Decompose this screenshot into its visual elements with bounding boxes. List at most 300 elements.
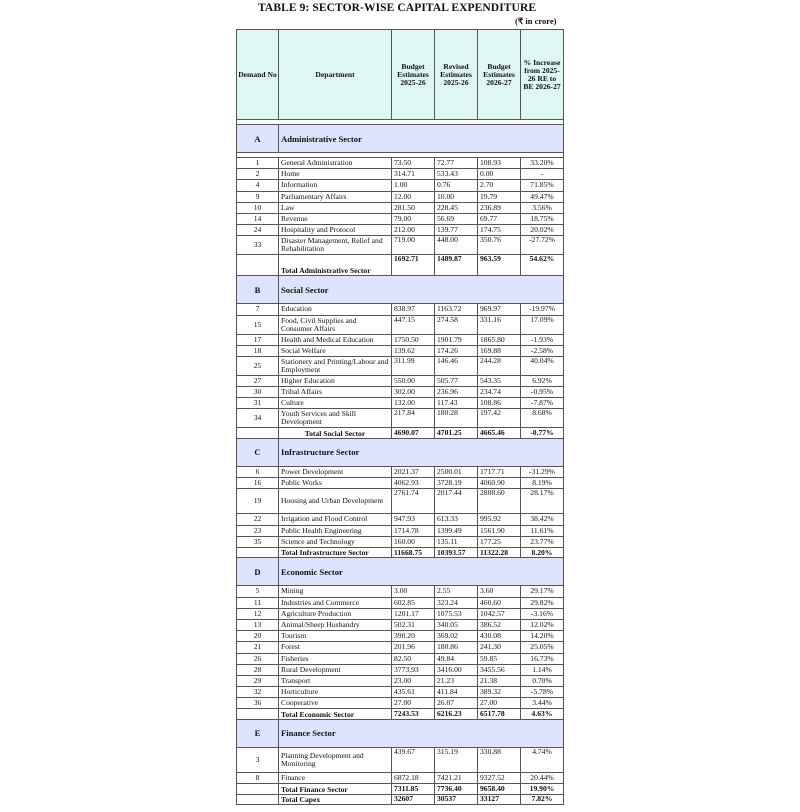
sector-header-social xyxy=(237,276,564,304)
pct-increase: 3.44% xyxy=(521,698,564,709)
sector-name: Finance Sector xyxy=(279,719,564,747)
re-2025-26: 236.96 xyxy=(435,387,478,398)
total-be-2026-27: 6517.78 xyxy=(478,709,521,720)
total-pct-increase: 4.63% xyxy=(521,709,564,720)
pct-increase: 49.47% xyxy=(521,191,564,202)
total-pct-increase: 8.20% xyxy=(521,547,564,558)
be-2025-26: 435.61 xyxy=(392,687,435,698)
department-name: Disaster Management, Relief and Rehabilitation xyxy=(279,236,392,255)
be-2026-27: 543.35 xyxy=(478,375,521,386)
demand-no: 8 xyxy=(237,772,279,783)
be-2026-27: 21.38 xyxy=(478,675,521,686)
department-name: Forest xyxy=(279,642,392,653)
be-2025-26: 4062.93 xyxy=(392,478,435,489)
be-2025-26: 2021.37 xyxy=(392,466,435,477)
unit-label: (₹ in crore) xyxy=(515,16,557,26)
table-row xyxy=(237,597,564,608)
pct-increase: 40.04% xyxy=(521,356,564,375)
sector-header-economic xyxy=(237,558,564,586)
pct-increase: 29.17% xyxy=(521,586,564,597)
demand-no: 33 xyxy=(237,236,279,255)
department-name: Agriculture Production xyxy=(279,608,392,619)
demand-no: 36 xyxy=(237,698,279,709)
re-2025-26: 26.07 xyxy=(435,698,478,709)
total-be-2026-27: 9658.40 xyxy=(478,784,521,795)
table-row xyxy=(237,398,564,409)
demand-no: 17 xyxy=(237,334,279,345)
re-2025-26: 1399.49 xyxy=(435,525,478,536)
re-2025-26: 1075.53 xyxy=(435,608,478,619)
re-2025-26: 135.11 xyxy=(435,536,478,547)
table-row xyxy=(237,489,564,514)
sector-letter: B xyxy=(237,276,279,304)
total-pct-increase: -0.77% xyxy=(521,428,564,439)
pct-increase: 18.75% xyxy=(521,213,564,224)
re-2025-26: 228.45 xyxy=(435,202,478,213)
sector-header-administrative xyxy=(237,125,564,153)
pct-increase: 6.92% xyxy=(521,375,564,386)
table-row xyxy=(237,478,564,489)
table-row xyxy=(237,158,564,169)
grand-total-row xyxy=(237,794,564,805)
table-row xyxy=(237,225,564,236)
re-2025-26: 56.69 xyxy=(435,213,478,224)
table-row xyxy=(237,409,564,428)
re-2025-26: 274.58 xyxy=(435,315,478,334)
department-name: Tribal Affairs xyxy=(279,387,392,398)
re-2025-26: 315.19 xyxy=(435,747,478,772)
demand-no: 10 xyxy=(237,202,279,213)
department-name: Higher Education xyxy=(279,375,392,386)
be-2026-27: 389.32 xyxy=(478,687,521,698)
department-name: Law xyxy=(279,202,392,213)
table-row xyxy=(237,169,564,180)
pct-increase: 1.14% xyxy=(521,664,564,675)
total-row-finance xyxy=(237,784,564,795)
sector-letter: D xyxy=(237,558,279,586)
table-row xyxy=(237,375,564,386)
demand-no: 11 xyxy=(237,597,279,608)
grand-total-be-2025-26: 32607 xyxy=(392,794,435,805)
demand-no: 30 xyxy=(237,387,279,398)
be-2025-26: 314.71 xyxy=(392,169,435,180)
department-name: Food, Civil Supplies and Consumer Affairs xyxy=(279,315,392,334)
be-2025-26: 3.00 xyxy=(392,586,435,597)
department-name: Horticulture xyxy=(279,687,392,698)
demand-no: 32 xyxy=(237,687,279,698)
total-be-2025-26: 7243.53 xyxy=(392,709,435,720)
pct-increase: 20.02% xyxy=(521,225,564,236)
table-row xyxy=(237,466,564,477)
total-be-2026-27: 11322.28 xyxy=(478,547,521,558)
department-name: Education xyxy=(279,304,392,315)
sector-header-finance xyxy=(237,719,564,747)
sector-letter: C xyxy=(237,438,279,466)
header-be-2026-27: Budget Estimates 2026-27 xyxy=(478,30,521,120)
pct-increase: 33.20% xyxy=(521,158,564,169)
table-row xyxy=(237,772,564,783)
be-2026-27: 460.60 xyxy=(478,597,521,608)
re-2025-26: 146.46 xyxy=(435,356,478,375)
demand-no: 12 xyxy=(237,608,279,619)
department-name: Transport xyxy=(279,675,392,686)
pct-increase: -27.72% xyxy=(521,236,564,255)
be-2026-27: 59.85 xyxy=(478,653,521,664)
demand-no: 28 xyxy=(237,664,279,675)
be-2025-26: 73.50 xyxy=(392,158,435,169)
demand-no: 23 xyxy=(237,525,279,536)
department-name: Mining xyxy=(279,586,392,597)
be-2026-27: 1561.90 xyxy=(478,525,521,536)
total-label: Total Social Sector xyxy=(279,428,392,439)
be-2026-27: 69.77 xyxy=(478,213,521,224)
re-2025-26: 139.77 xyxy=(435,225,478,236)
table-row xyxy=(237,608,564,619)
be-2025-26: 550.00 xyxy=(392,375,435,386)
table-row xyxy=(237,315,564,334)
be-2025-26: 1714.78 xyxy=(392,525,435,536)
pct-increase: 71.85% xyxy=(521,180,564,191)
table-row xyxy=(237,191,564,202)
pct-increase: -5.78% xyxy=(521,687,564,698)
re-2025-26: 180.86 xyxy=(435,642,478,653)
be-2026-27: 108.93 xyxy=(478,158,521,169)
demand-no: 5 xyxy=(237,586,279,597)
department-name: Youth Services and Skill Development xyxy=(279,409,392,428)
department-name: Public Health Engineering xyxy=(279,525,392,536)
re-2025-26: 505.77 xyxy=(435,375,478,386)
be-2026-27: 3.60 xyxy=(478,586,521,597)
pct-increase: 8.19% xyxy=(521,478,564,489)
be-2025-26: 2761.74 xyxy=(392,489,435,514)
demand-no: 1 xyxy=(237,158,279,169)
department-name: Animal/Sheep Husbandry xyxy=(279,619,392,630)
sector-name: Administrative Sector xyxy=(279,125,564,153)
demand-no: 9 xyxy=(237,191,279,202)
re-2025-26: 369.02 xyxy=(435,631,478,642)
be-2026-27: 1865.80 xyxy=(478,334,521,345)
pct-increase: 0.70% xyxy=(521,675,564,686)
header-be-2025-26: Budget Estimates 2025-26 xyxy=(392,30,435,120)
be-2026-27: 3455.56 xyxy=(478,664,521,675)
demand-no: 19 xyxy=(237,489,279,514)
pct-increase: 20.44% xyxy=(521,772,564,783)
demand-no: 15 xyxy=(237,315,279,334)
pct-increase: -31.29% xyxy=(521,466,564,477)
demand-no: 7 xyxy=(237,304,279,315)
table-row xyxy=(237,664,564,675)
department-name: Irrigation and Flood Control xyxy=(279,514,392,525)
be-2026-27: 995.92 xyxy=(478,514,521,525)
department-name: General Administration xyxy=(279,158,392,169)
pct-increase: 28.17% xyxy=(521,489,564,514)
department-name: Tourism xyxy=(279,631,392,642)
be-2026-27: 330.88 xyxy=(478,747,521,772)
re-2025-26: 533.43 xyxy=(435,169,478,180)
be-2025-26: 132.00 xyxy=(392,398,435,409)
be-2025-26: 439.67 xyxy=(392,747,435,772)
be-2025-26: 719.00 xyxy=(392,236,435,255)
re-2025-26: 1163.72 xyxy=(435,304,478,315)
be-2026-27: 19.79 xyxy=(478,191,521,202)
table-row xyxy=(237,213,564,224)
grand-total-pct-increase: 7.82% xyxy=(521,794,564,805)
total-be-2026-27: 963.59 xyxy=(478,255,521,276)
pct-increase: 8.68% xyxy=(521,409,564,428)
be-2025-26: 201.96 xyxy=(392,642,435,653)
re-2025-26: 117.43 xyxy=(435,398,478,409)
demand-no: 20 xyxy=(237,631,279,642)
be-2025-26: 390.20 xyxy=(392,631,435,642)
table-row xyxy=(237,586,564,597)
total-pct-increase: 54.62% xyxy=(521,255,564,276)
table-row xyxy=(237,653,564,664)
sector-name: Economic Sector xyxy=(279,558,564,586)
department-name: Power Development xyxy=(279,466,392,477)
re-2025-26: 21.23 xyxy=(435,675,478,686)
be-2026-27: 0.00 xyxy=(478,169,521,180)
total-re-2025-26: 7736.40 xyxy=(435,784,478,795)
be-2025-26: 1.00 xyxy=(392,180,435,191)
total-label: Total Infrastructure Sector xyxy=(279,547,392,558)
be-2026-27: 386.52 xyxy=(478,619,521,630)
re-2025-26: 2017.44 xyxy=(435,489,478,514)
table-row xyxy=(237,642,564,653)
department-name: Industries and Commerce xyxy=(279,597,392,608)
be-2026-27: 108.86 xyxy=(478,398,521,409)
be-2025-26: 12.00 xyxy=(392,191,435,202)
be-2026-27: 2808.60 xyxy=(478,489,521,514)
demand-no: 16 xyxy=(237,478,279,489)
department-name: Stationery and Printing/Labour and Employment xyxy=(279,356,392,375)
be-2025-26: 3773.93 xyxy=(392,664,435,675)
be-2025-26: 281.50 xyxy=(392,202,435,213)
pct-increase: 4.74% xyxy=(521,747,564,772)
re-2025-26: 1901.79 xyxy=(435,334,478,345)
table-row xyxy=(237,180,564,191)
demand-no: 22 xyxy=(237,514,279,525)
re-2025-26: 72.77 xyxy=(435,158,478,169)
re-2025-26: 411.84 xyxy=(435,687,478,698)
table-row xyxy=(237,631,564,642)
be-2025-26: 27.00 xyxy=(392,698,435,709)
be-2026-27: 234.74 xyxy=(478,387,521,398)
total-be-2025-26: 7311.85 xyxy=(392,784,435,795)
be-2025-26: 311.99 xyxy=(392,356,435,375)
table-row xyxy=(237,304,564,315)
be-2025-26: 79.00 xyxy=(392,213,435,224)
be-2025-26: 217.84 xyxy=(392,409,435,428)
be-2025-26: 1201.17 xyxy=(392,608,435,619)
department-name: Science and Technology xyxy=(279,536,392,547)
pct-increase: 25.05% xyxy=(521,642,564,653)
department-name: Planning Development and Monitoring xyxy=(279,747,392,772)
table-row xyxy=(237,387,564,398)
department-name: Hospitality and Protocol xyxy=(279,225,392,236)
demand-no: 34 xyxy=(237,409,279,428)
pct-increase: -19.97% xyxy=(521,304,564,315)
pct-increase: 17.09% xyxy=(521,315,564,334)
department-name: Rural Development xyxy=(279,664,392,675)
pct-increase: 16.73% xyxy=(521,653,564,664)
be-2026-27: 197.42 xyxy=(478,409,521,428)
re-2025-26: 323.24 xyxy=(435,597,478,608)
be-2026-27: 244.28 xyxy=(478,356,521,375)
be-2026-27: 350.76 xyxy=(478,236,521,255)
header-re-2025-26: Revised Estimates 2025-26 xyxy=(435,30,478,120)
demand-no: 35 xyxy=(237,536,279,547)
be-2025-26: 212.00 xyxy=(392,225,435,236)
department-name: Health and Medical Education xyxy=(279,334,392,345)
department-name: Information xyxy=(279,180,392,191)
be-2026-27: 969.97 xyxy=(478,304,521,315)
total-re-2025-26: 4701.25 xyxy=(435,428,478,439)
re-2025-26: 3728.19 xyxy=(435,478,478,489)
pct-increase: 3.56% xyxy=(521,202,564,213)
demand-no: 27 xyxy=(237,375,279,386)
total-re-2025-26: 1489.87 xyxy=(435,255,478,276)
be-2026-27: 9327.52 xyxy=(478,772,521,783)
be-2025-26: 502.31 xyxy=(392,619,435,630)
table-row xyxy=(237,334,564,345)
table-row xyxy=(237,619,564,630)
pct-increase: 29.82% xyxy=(521,597,564,608)
header-department: Department xyxy=(279,30,392,120)
department-name: Housing and Urban Development xyxy=(279,489,392,514)
total-be-2025-26: 1692.71 xyxy=(392,255,435,276)
pct-increase: 38.42% xyxy=(521,514,564,525)
pct-increase: 23.77% xyxy=(521,536,564,547)
be-2026-27: 169.88 xyxy=(478,345,521,356)
department-name: Public Works xyxy=(279,478,392,489)
total-be-2025-26: 11668.75 xyxy=(392,547,435,558)
table-row xyxy=(237,536,564,547)
total-label: Total Economic Sector xyxy=(279,709,392,720)
total-be-2026-27: 4665.46 xyxy=(478,428,521,439)
be-2026-27: 1717.71 xyxy=(478,466,521,477)
table-row xyxy=(237,525,564,536)
demand-no: 25 xyxy=(237,356,279,375)
total-row-social xyxy=(237,428,564,439)
be-2026-27: 177.25 xyxy=(478,536,521,547)
be-2026-27: 1042.57 xyxy=(478,608,521,619)
be-2026-27: 4060.90 xyxy=(478,478,521,489)
total-label: Total Administrative Sector xyxy=(279,255,392,276)
table-row xyxy=(237,514,564,525)
department-name: Parliamentary Affairs xyxy=(279,191,392,202)
re-2025-26: 174.26 xyxy=(435,345,478,356)
total-re-2025-26: 10393.57 xyxy=(435,547,478,558)
demand-no: 3 xyxy=(237,747,279,772)
pct-increase: -1.93% xyxy=(521,334,564,345)
total-row-economic xyxy=(237,709,564,720)
be-2026-27: 27.00 xyxy=(478,698,521,709)
pct-increase: 11.61% xyxy=(521,525,564,536)
be-2025-26: 947.93 xyxy=(392,514,435,525)
header-pct-increase: % Increase from 2025-26 RE to BE 2026-27 xyxy=(521,30,564,120)
header-demand-no: Demand No xyxy=(237,30,279,120)
demand-no: 24 xyxy=(237,225,279,236)
re-2025-26: 49.84 xyxy=(435,653,478,664)
re-2025-26: 2500.01 xyxy=(435,466,478,477)
table-row xyxy=(237,675,564,686)
be-2026-27: 2.70 xyxy=(478,180,521,191)
table-row xyxy=(237,202,564,213)
sector-letter: A xyxy=(237,125,279,153)
total-be-2025-26: 4690.07 xyxy=(392,428,435,439)
demand-no: 4 xyxy=(237,180,279,191)
table-row xyxy=(237,747,564,772)
demand-no: 29 xyxy=(237,675,279,686)
re-2025-26: 10.00 xyxy=(435,191,478,202)
be-2026-27: 430.08 xyxy=(478,631,521,642)
pct-increase: -2.58% xyxy=(521,345,564,356)
be-2025-26: 6872.18 xyxy=(392,772,435,783)
total-row-administrative xyxy=(237,255,564,276)
department-name: Social Welfare xyxy=(279,345,392,356)
total-pct-increase: 19.90% xyxy=(521,784,564,795)
total-row-infrastructure xyxy=(237,547,564,558)
re-2025-26: 0.76 xyxy=(435,180,478,191)
grand-total-be-2026-27: 33127 xyxy=(478,794,521,805)
be-2026-27: 174.75 xyxy=(478,225,521,236)
pct-increase: - xyxy=(521,169,564,180)
be-2026-27: 241.30 xyxy=(478,642,521,653)
header-row xyxy=(237,30,564,120)
be-2025-26: 838.97 xyxy=(392,304,435,315)
table-row xyxy=(237,345,564,356)
demand-no: 31 xyxy=(237,398,279,409)
sector-name: Social Sector xyxy=(279,276,564,304)
re-2025-26: 448.00 xyxy=(435,236,478,255)
grand-total-re-2025-26: 30537 xyxy=(435,794,478,805)
demand-no: 2 xyxy=(237,169,279,180)
be-2025-26: 139.62 xyxy=(392,345,435,356)
table-title: TABLE 9: SECTOR-WISE CAPITAL EXPENDITURE xyxy=(258,2,537,14)
pct-increase: -7.87% xyxy=(521,398,564,409)
total-re-2025-26: 6216.23 xyxy=(435,709,478,720)
demand-no: 21 xyxy=(237,642,279,653)
demand-no: 18 xyxy=(237,345,279,356)
sector-name: Infrastructure Sector xyxy=(279,438,564,466)
be-2025-26: 23.00 xyxy=(392,675,435,686)
pct-increase: 12.02% xyxy=(521,619,564,630)
be-2025-26: 602.85 xyxy=(392,597,435,608)
re-2025-26: 7421.21 xyxy=(435,772,478,783)
re-2025-26: 3416.00 xyxy=(435,664,478,675)
re-2025-26: 2.55 xyxy=(435,586,478,597)
table-row xyxy=(237,687,564,698)
pct-increase: -0.95% xyxy=(521,387,564,398)
be-2025-26: 447.15 xyxy=(392,315,435,334)
table-row xyxy=(237,356,564,375)
total-label: Total Finance Sector xyxy=(279,784,392,795)
be-2025-26: 302.00 xyxy=(392,387,435,398)
department-name: Revenue xyxy=(279,213,392,224)
pct-increase: 14.20% xyxy=(521,631,564,642)
table-row xyxy=(237,698,564,709)
demand-no: 13 xyxy=(237,619,279,630)
be-2025-26: 160.00 xyxy=(392,536,435,547)
re-2025-26: 340.05 xyxy=(435,619,478,630)
department-name: Fisheries xyxy=(279,653,392,664)
sector-header-infrastructure xyxy=(237,438,564,466)
table-row xyxy=(237,236,564,255)
department-name: Home xyxy=(279,169,392,180)
be-2026-27: 236.89 xyxy=(478,202,521,213)
re-2025-26: 613.33 xyxy=(435,514,478,525)
department-name: Culture xyxy=(279,398,392,409)
